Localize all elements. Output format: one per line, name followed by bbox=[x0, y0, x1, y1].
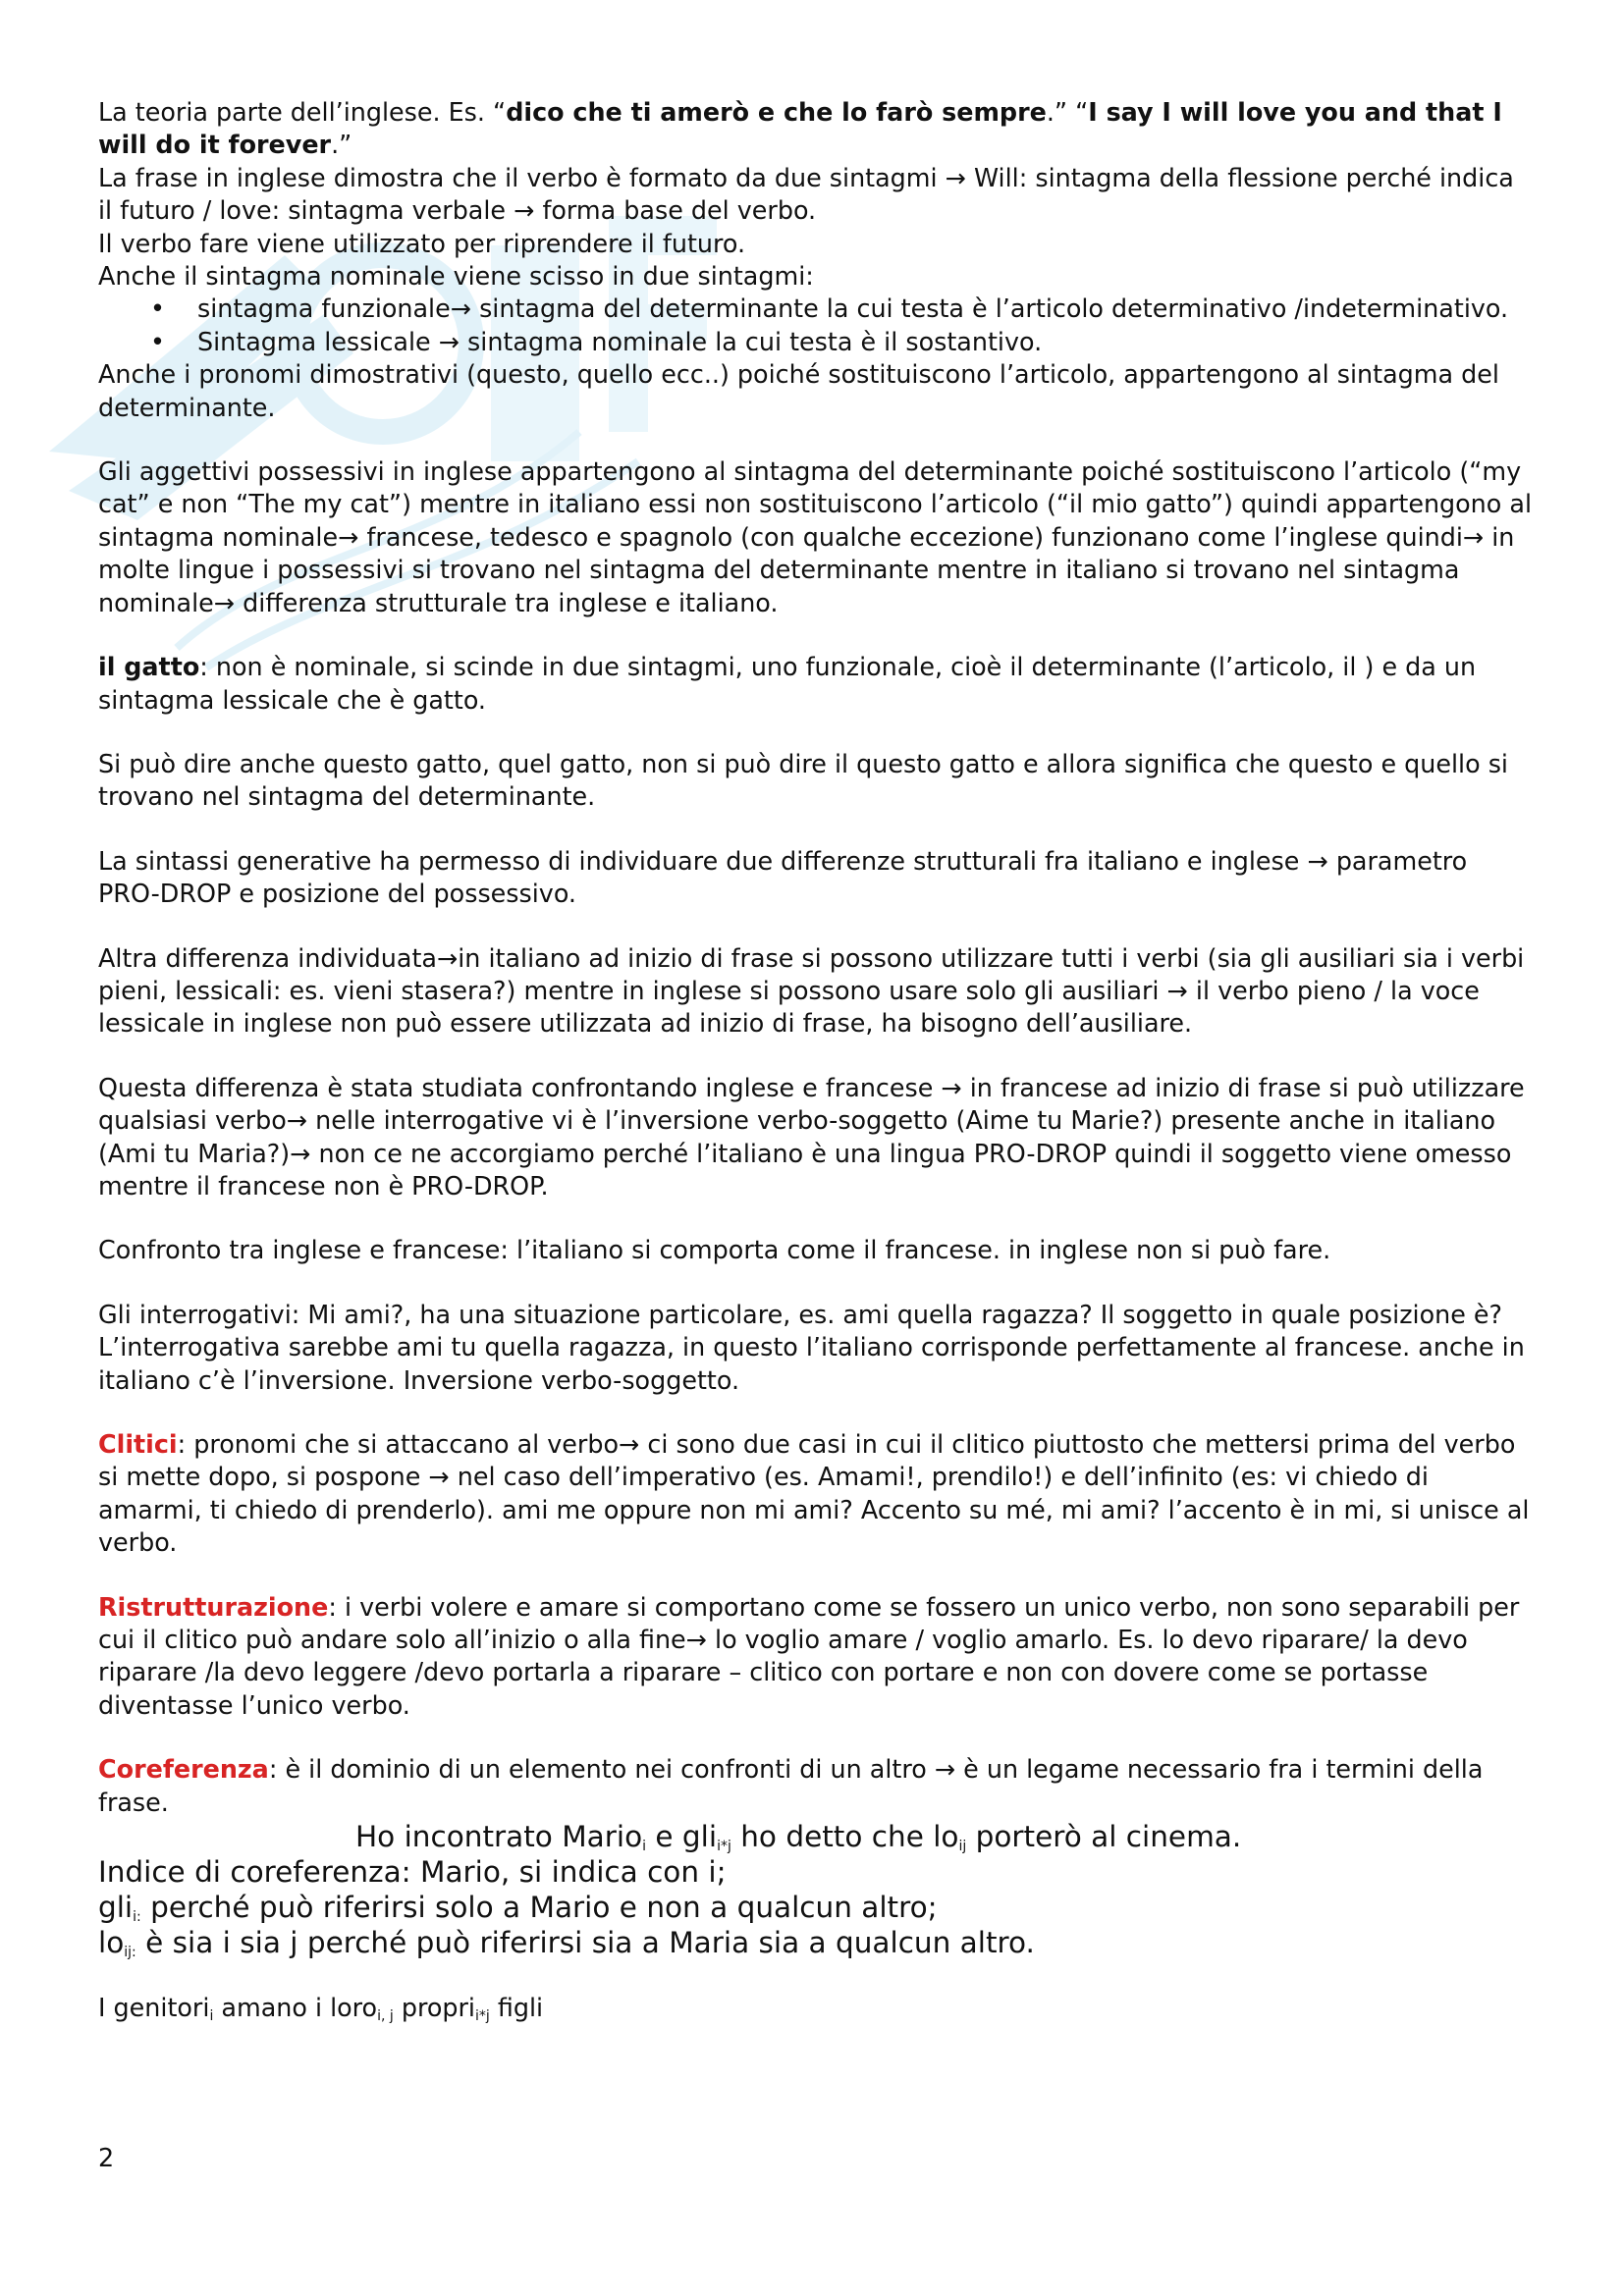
genitori-example: I genitori$_i$ amano i loro$_{i, j}$ propri$_{i*j}$ figli bbox=[98, 1993, 544, 2025]
paragraph-il-gatto: il gatto: non è nominale, si scinde in due sintagmi, uno funzionale, cioè il determinante (l’articolo, il ) e da un sintagma lessicale che è gatto. bbox=[98, 652, 1477, 715]
paragraph-coreferenza: Coreferenza: è il dominio di un elemento nei confronti di un altro → è un legame necessario fra i termini della frase. bbox=[98, 1754, 1484, 1817]
list-item: • sintagma funzionale→ sintagma del determinante la cui testa è l’articolo determinativo /indeterminativo. bbox=[98, 293, 1534, 325]
paragraph-clitici: Clitici: pronomi che si attaccano al verbo→ ci sono due casi in cui il clitico piuttosto che mettersi prima del verbo si mette dopo, si pospone → nel caso dell’imperativo (es. Amami!, prendilo!) e dell’infinito (es: vi chiedo di amarmi, ti chiedo di prenderlo). ami me oppure non mi ami? Accento su mé, mi ami? l’accento è in mi, si unisce al verbo. bbox=[98, 1429, 1530, 1558]
paragraph-intro: La teoria parte dell’inglese. Es. “dico che ti amerò e che lo farò sempre.” “I say I will love you and that I will do it forever.” bbox=[98, 97, 1502, 160]
bullet-icon: • bbox=[150, 294, 165, 324]
term-ristrutturazione: Ristrutturazione bbox=[98, 1591, 329, 1622]
index-line-lo: $lo_{ij:}$ è sia i sia j perché può riferirsi sia a Maria sia a qualcun altro. bbox=[98, 1926, 1035, 1961]
term-clitici: Clitici bbox=[98, 1429, 178, 1459]
index-line-mario: Indice di coreferenza: Mario, si indica con i; bbox=[98, 1855, 727, 1890]
bullet-list bbox=[98, 293, 1534, 358]
paragraph-pronomi-dimostrativi: Anche i pronomi dimostrativi (questo, quello ecc..) poiché sostituiscono l’articolo, appartengono al sintagma del determinante. bbox=[98, 359, 1499, 422]
paragraph-inglese-francese: Questa differenza è stata studiata confrontando inglese e francese → in francese ad inizio di frase si può utilizzare qualsiasi verbo→ nelle interrogative vi è l’inversione verbo-soggetto (Aime tu Marie?) presente anche in italiano (Ami tu Maria?)→ non ce ne accorgiamo perché l’italiano è una lingua PRO-DROP quindi il soggetto viene omesso mentre il francese non è PRO-DROP. bbox=[98, 1072, 1525, 1201]
paragraph-sintassi-generative: La sintassi generative ha permesso di individuare due differenze strutturali fra italiano e inglese → parametro PRO-DROP e posizione del possessivo. bbox=[98, 845, 1468, 909]
paragraph-altra-differenza: Altra differenza individuata→in italiano ad inizio di frase si possono utilizzare tutti i verbi (sia gli ausiliari sia i verbi pieni, lessicali: es. vieni stasera?) mentre in inglese si possono usare solo gli ausiliari → il verbo pieno / la voce lessicale in inglese non può essere utilizzata ad inizio di frase, ha bisogno dell’ausiliare. bbox=[98, 942, 1525, 1039]
paragraph-sintagma-nominale: Anche il sintagma nominale viene scisso in due sintagmi: bbox=[98, 261, 814, 292]
paragraph-interrogativi: Gli interrogativi: Mi ami?, ha una situazione particolare, es. ami quella ragazza? Il soggetto in quale posizione è? L’interrogativa sarebbe ami tu quella ragazza, in questo l’italiano corrisponde perfettamente al francese. anche in italiano c’è l’inversione. Inversione verbo-soggetto. bbox=[98, 1299, 1525, 1395]
page-number: 2 bbox=[98, 2143, 115, 2172]
index-line-gli: gli$_{i:}$ perché può riferirsi solo a Mario e non a qualcun altro; bbox=[98, 1891, 938, 1926]
paragraph-aggettivi-possessivi: Gli aggettivi possessivi in inglese appartengono al sintagma del determinante poiché sostituiscono l’articolo (“my cat” e non “The my cat”) mentre in italiano essi non sostituiscono l’articolo (“il mio gatto”) quindi appartengono al sintagma nominale→ francese, tedesco e spagnolo (con qualche eccezione) funzionano come l’inglese quindi→ in molte lingue i possessivi si trovano nel sintagma del determinante mentre in italiano si trovano nel sintagma nominale→ differenza strutturale tra inglese e italiano. bbox=[98, 456, 1532, 617]
document-body bbox=[98, 96, 1534, 2024]
paragraph-ristrutturazione: Ristrutturazione: i verbi volere e amare si comportano come se fossero un unico verbo, non sono separabili per cui il clitico può andare solo all’inizio o alla fine→ lo voglio amare / voglio amarlo. Es. lo devo riparare/ la devo riparare /la devo leggere /devo portarla a riparare – clitico con portare e non con dovere come se portasse diventasse l’unico verbo. bbox=[98, 1591, 1520, 1720]
paragraph-verb-sintagmi: La frase in inglese dimostra che il verbo è formato da due sintagmi → Will: sintagma della flessione perché indica il futuro / love: sintagma verbale → forma base del verbo. bbox=[98, 162, 1514, 226]
paragraph-confronto: Confronto tra inglese e francese: l’italiano si comporta come il francese. in inglese non si può fare. bbox=[98, 1235, 1331, 1265]
paragraph-questo-gatto: Si può dire anche questo gatto, quel gatto, non si può dire il questo gatto e allora significa che questo e quello si trovano nel sintagma del determinante. bbox=[98, 748, 1508, 812]
coreference-example: Ho incontrato Mario$_i$ e gli$_{i*j}$ ho detto che $lo_{ij}$ porterò al cinema. bbox=[355, 1820, 1242, 1855]
term-coreferenza: Coreferenza bbox=[98, 1754, 269, 1785]
bullet-icon: • bbox=[150, 326, 165, 356]
paragraph-verbo-fare: Il verbo fare viene utilizzato per riprendere il futuro. bbox=[98, 228, 746, 258]
list-item: • Sintagma lessicale → sintagma nominale la cui testa è il sostantivo. bbox=[98, 326, 1534, 358]
